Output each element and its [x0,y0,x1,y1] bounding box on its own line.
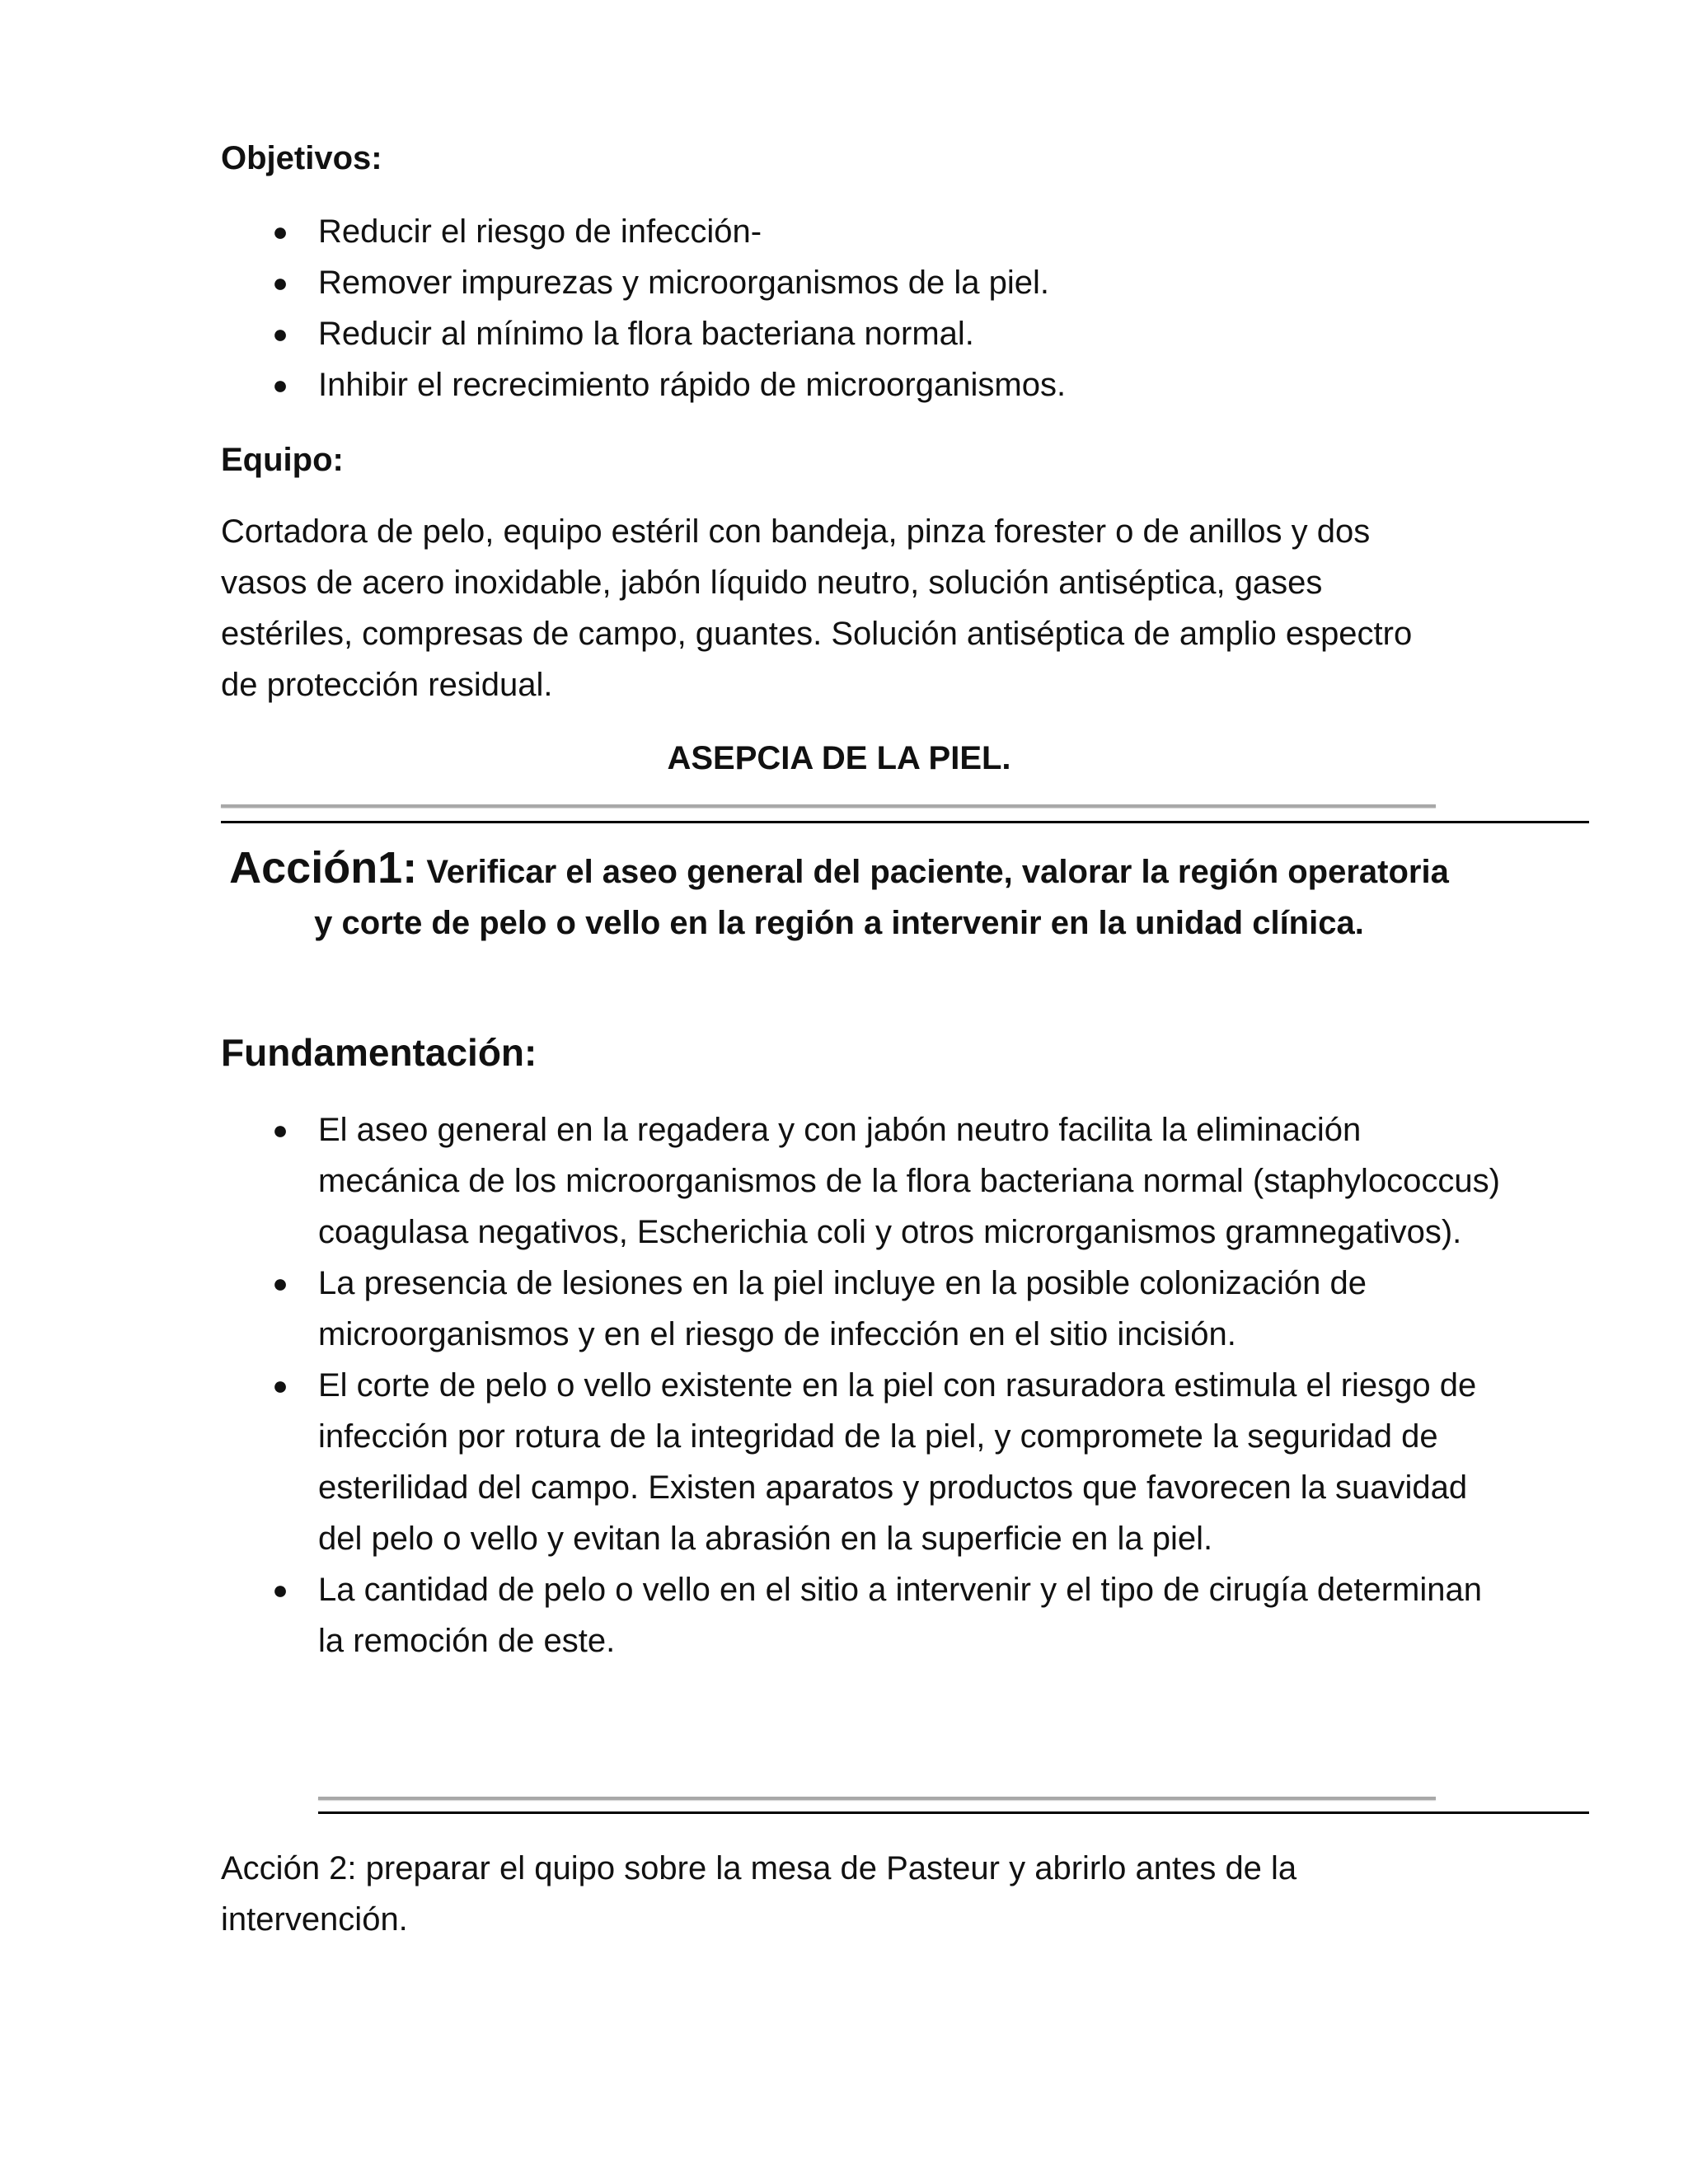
list-item [221,206,1505,257]
list-item-text: Inhibir el recrecimiento rápido de microorganismos. [318,367,1067,403]
equipo-text: Cortadora de pelo, equipo estéril con bandeja, pinza forester o de anillos y dos vasos de acero inoxidable, jabón líquido neutro, solución antiséptica, gases estériles, compresas de campo, guantes. Solución antiséptica de amplio espectro de protección residual. [221,513,1413,703]
list-item [221,1564,1505,1666]
divider-gray [221,804,1436,808]
bullet-icon: ● [272,1115,288,1145]
objetivos-heading: Objetivos: [221,140,382,176]
section-title: ASEPCIA DE LA PIEL. [667,740,1011,776]
bullet-icon: ● [272,1575,288,1605]
fundamentacion-heading: Fundamentación: [221,1031,537,1074]
objetivos-list [221,206,1505,410]
accion1-block [221,842,1457,949]
list-item [221,359,1505,410]
bullet-icon: ● [272,319,288,349]
accion2-text: Acción 2: preparar el quipo sobre la mesa de Pasteur y abrirlo antes de la intervención. [221,1850,1297,1938]
bullet-icon: ● [272,217,288,246]
bullet-icon: ● [272,268,288,298]
list-item [221,308,1505,359]
list-item-text: La cantidad de pelo o vello en el sitio a intervenir y el tipo de cirugía determinan la remoción de este. [318,1572,1482,1659]
bullet-icon: ● [272,370,288,400]
accion1-text: Verificar el aseo general del paciente, valorar la región operatoria y corte de pelo o vello en la región a intervenir en la unidad clínica. [314,854,1449,941]
list-item-text: Reducir el riesgo de infección- [318,213,762,250]
list-item-text: El aseo general en la regadera y con jabón neutro facilita la eliminación mecánica de los microorganismos de la flora bacteriana normal (staphylococcus) coagulasa negativos, Escherichia coli y otros microrganismos gramnegativos). [318,1112,1500,1250]
list-item-text: La presencia de lesiones en la piel incluye en la posible colonización de microorganismos y en el riesgo de infección en el sitio incisión. [318,1265,1367,1352]
list-item [221,257,1505,308]
list-item [221,1360,1505,1564]
list-item [221,1258,1505,1360]
list-item-text: El corte de pelo o vello existente en la piel con rasuradora estimula el riesgo de infección por rotura de la integridad de la piel, y compromete la seguridad de esterilidad del campo. Existen aparatos y productos que favorecen la suavidad del pelo o vello y evitan la abrasión en la superficie en la piel. [318,1367,1477,1557]
equipo-heading: Equipo: [221,442,344,478]
divider-black [221,821,1589,823]
divider-black [318,1811,1589,1814]
list-item-text: Remover impurezas y microorganismos de la piel. [318,265,1049,301]
list-item [221,1104,1505,1258]
bullet-icon: ● [272,1268,288,1298]
divider-gray [318,1797,1436,1800]
accion1-label: Acción1: [229,843,418,893]
list-item-text: Reducir al mínimo la flora bacteriana normal. [318,316,974,352]
bullet-icon: ● [272,1371,288,1400]
fundamentacion-list [221,1104,1505,1666]
